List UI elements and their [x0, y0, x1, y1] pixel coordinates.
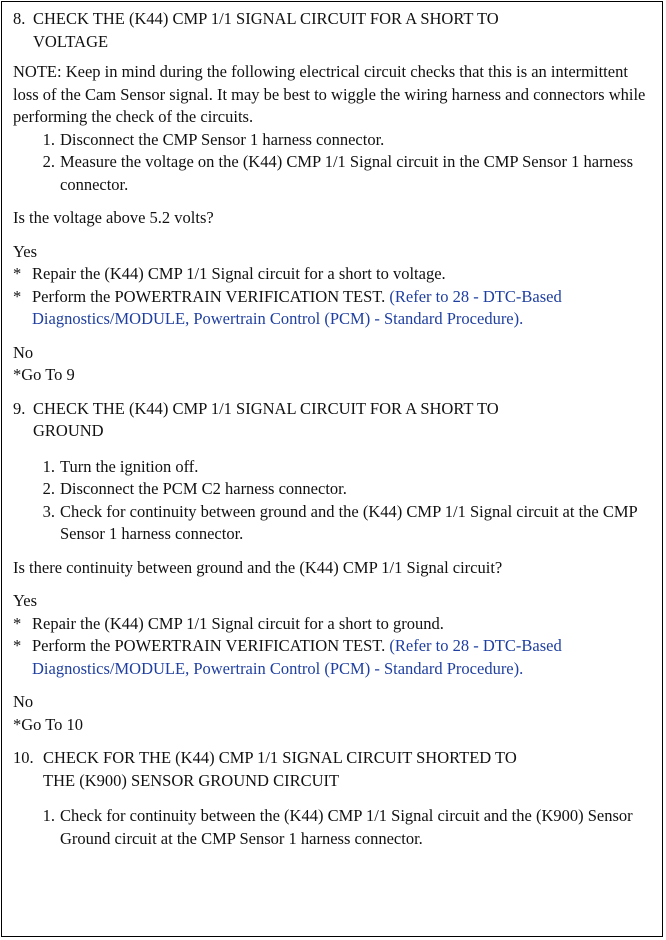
goto-link[interactable]: *Go To 9 [13, 365, 75, 384]
step-title-line: VOLTAGE [33, 31, 109, 51]
action-item: * Perform the POWERTRAIN VERIFICATION TEST. (Refer to 28 - DTC-Based Diagnostics/MODULE, Powertrain Control (PCM) - Standard Procedure). [13, 286, 562, 328]
step-number: 9. [13, 398, 26, 418]
yes-actions [13, 263, 653, 331]
question-text: Is there continuity between ground and the (K44) CMP 1/1 Signal circuit? [13, 557, 503, 577]
step-9-procedure [13, 456, 653, 546]
action-item: * Perform the POWERTRAIN VERIFICATION TEST. (Refer to 28 - DTC-Based Diagnostics/MODULE, Powertrain Control (PCM) - Standard Procedure). [13, 636, 562, 678]
procedure-reference-link[interactable]: (Refer to 28 - DTC-Based Diagnostics/MODULE, Powertrain Control (PCM) - Standard Procedure). [32, 286, 562, 328]
step-title-line: THE (K900) SENSOR GROUND CIRCUIT [43, 770, 340, 790]
procedure-reference-link[interactable]: (Refer to 28 - DTC-Based Diagnostics/MODULE, Powertrain Control (PCM) - Standard Procedure). [32, 636, 562, 678]
procedure-step: 3. Check for continuity between ground and the (K44) CMP 1/1 Signal circuit at the CMP Sensor 1 harness connector. [42, 501, 638, 543]
procedure-step: 2. Measure the voltage on the (K44) CMP 1/1 Signal circuit in the CMP Sensor 1 harness connector. [42, 152, 633, 194]
step-title-line: CHECK THE (K44) CMP 1/1 SIGNAL CIRCUIT FOR A SHORT TO [33, 9, 499, 28]
step-9-heading [13, 398, 653, 443]
step-number: 8. [13, 9, 26, 28]
step-8-procedure [13, 129, 653, 197]
document-content [13, 8, 653, 850]
document-frame [1, 1, 663, 937]
question-text: Is the voltage above 5.2 volts? [13, 208, 214, 227]
step-10-heading [13, 747, 653, 792]
step-8-heading [13, 8, 653, 53]
yes-label: Yes [13, 591, 38, 610]
step-title-line: CHECK THE (K44) CMP 1/1 SIGNAL CIRCUIT FOR A SHORT TO [33, 398, 499, 418]
no-label: No [13, 342, 34, 362]
yes-label: Yes [13, 241, 38, 261]
yes-actions [13, 613, 653, 681]
procedure-step: 1. Turn the ignition off. [42, 456, 199, 476]
procedure-step: 1. Disconnect the CMP Sensor 1 harness connector. [42, 129, 385, 149]
step-title-line: GROUND [33, 421, 104, 440]
procedure-step: 1. Check for continuity between the (K44) CMP 1/1 Signal circuit and the (K900) Sensor Ground circuit at the CMP Sensor 1 harness connector. [42, 806, 633, 848]
note-paragraph: NOTE: Keep in mind during the following electrical circuit checks that this is an intermittent loss of the Cam Sensor signal. It may be best to wiggle the wiring harness and connectors while performing the check of the circuits. [13, 62, 646, 126]
action-item: * Repair the (K44) CMP 1/1 Signal circuit for a short to voltage. [13, 264, 446, 283]
step-10-procedure [13, 805, 653, 850]
action-item: * Repair the (K44) CMP 1/1 Signal circuit for a short to ground. [13, 613, 444, 633]
no-label: No [13, 692, 34, 711]
procedure-step: 2. Disconnect the PCM C2 harness connector. [42, 479, 347, 498]
step-title-line: CHECK FOR THE (K44) CMP 1/1 SIGNAL CIRCUIT SHORTED TO [43, 748, 517, 767]
goto-link[interactable]: *Go To 10 [13, 714, 84, 734]
step-number: 10. [13, 748, 34, 767]
